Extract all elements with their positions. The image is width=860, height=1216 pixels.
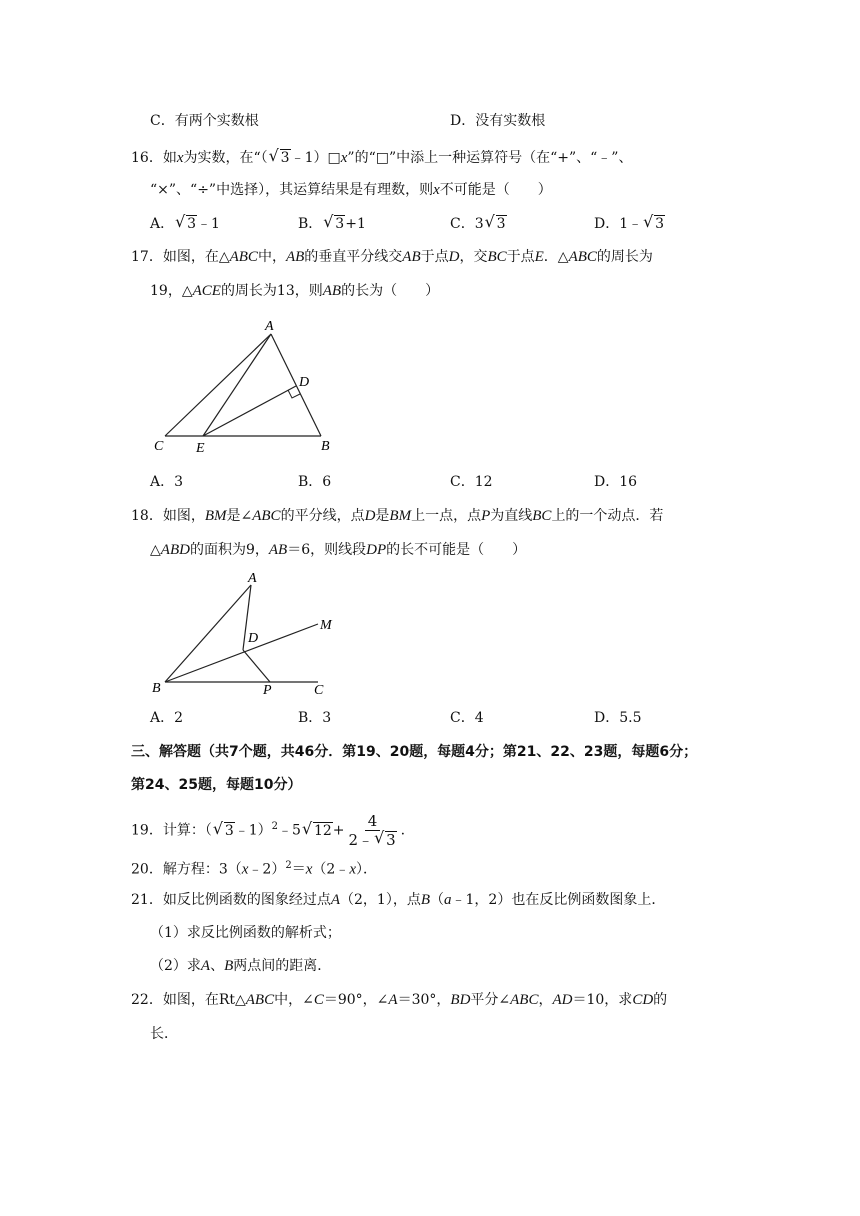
label-c: C <box>314 683 324 698</box>
q18-number: 18． <box>131 508 163 524</box>
q17-number: 17． <box>131 249 163 265</box>
q21-sub-2: （2）求A、B两点间的距离． <box>150 958 332 974</box>
q17-option-b: B．6 <box>298 474 332 490</box>
q16-option-a: A．√ 3﹣1 <box>150 214 220 234</box>
q16-text: 不可能是（ ） <box>439 182 552 198</box>
label-b: B <box>152 681 161 696</box>
q16-line-2 <box>150 180 552 200</box>
sqrt-3: √ 3 <box>213 816 235 846</box>
q18-option-b: B．3 <box>298 710 332 726</box>
sqrt-3: √ 3 <box>175 214 197 234</box>
var-x: x <box>433 182 440 198</box>
label-c: C <box>154 439 164 454</box>
var-x: x <box>176 150 184 166</box>
q15-option-c: C．有两个实数根 <box>150 113 259 129</box>
label-e: E <box>196 441 205 456</box>
q16-number: 16． <box>131 150 163 166</box>
q18-figure <box>140 565 350 705</box>
q15-option-d: D．没有实数根 <box>450 113 546 129</box>
q22-line-1: 22．如图，在Rt△ABC中，∠C＝90°，∠A＝30°，BD平分∠ABC，AD＝10，求CD的 <box>131 992 668 1008</box>
var-x: x <box>340 150 348 166</box>
segment-ea <box>203 334 271 436</box>
q17-figure <box>140 310 350 460</box>
q18-line-2: △ABD的面积为9，AB＝6，则线段DP的长不可能是（ ） <box>150 542 527 558</box>
segment-dp <box>243 650 270 682</box>
sqrt-12: √ 12 <box>302 816 333 846</box>
segment-ab <box>271 334 321 436</box>
label-b: B <box>321 439 330 454</box>
label-m: M <box>320 618 332 633</box>
q20-number: 20． <box>131 861 163 878</box>
label-a: A <box>265 319 274 334</box>
segment-ca <box>165 334 271 436</box>
fraction: $\frac{4}{2﹣√ 3}$ <box>347 813 399 849</box>
q16-option-c: C．3√ 3 <box>450 214 507 234</box>
q18-line-1: 18．如图，BM是∠ABC的平分线，点D是BM上一点，点P为直线BC上的一个动点．若 <box>131 508 664 524</box>
sqrt-3: √ 3 <box>323 214 345 234</box>
q20-line: 20．解方程：3（x﹣2）$^2$＝x（2﹣x）． <box>131 860 377 878</box>
q22-number: 22． <box>131 992 163 1008</box>
q22-line-2: 长． <box>150 1026 178 1042</box>
q21-sub-1: （1）求反比例函数的解析式； <box>150 925 341 941</box>
q16-text: 为实数，在“（ <box>183 150 268 166</box>
segment-ba <box>165 585 251 682</box>
sqrt-3: √ 3 <box>269 148 291 168</box>
q21-line-1: 21．如反比例函数的图象经过点A（2，1），点B（a﹣1，2）也在反比例函数图象上． <box>131 892 666 908</box>
q16-line-1 <box>131 148 632 168</box>
label-d: D <box>299 375 310 390</box>
section-3-heading: 三、解答题（共7个题，共46分．第19、20题，每题4分；第21、22、23题，每题6分； <box>131 744 698 760</box>
q16-text: “×”、“÷”中选择），其运算结果是有理数，则 <box>150 182 434 198</box>
segment-bm <box>165 624 318 682</box>
section-3-heading-cont: 第24、25题，每题10分） <box>131 777 302 793</box>
q16-text: 如 <box>162 150 177 166</box>
q19-number: 19． <box>131 822 163 839</box>
q18-option-d: D．5.5 <box>594 710 642 726</box>
q18-option-a: A．2 <box>150 710 184 726</box>
q17-line-1: 17．如图，在△ABC中，AB的垂直平分线交AB于点D，交BC于点E．△ABC的周长为 <box>131 249 653 265</box>
q17-option-c: C．12 <box>450 474 493 490</box>
segment-ed <box>203 386 296 436</box>
sqrt-3: √ 3 <box>485 214 507 234</box>
q19-line: 19．计算：（√ 3﹣1）$^2$﹣5√ 12+ $\frac{4}{2﹣√ 3}$ . <box>131 812 405 849</box>
q16-text: ﹣1）□ <box>290 150 341 166</box>
q16-option-b: B．√ 3+1 <box>298 214 366 234</box>
q17-option-a: A．3 <box>150 474 184 490</box>
q18-option-c: C．4 <box>450 710 484 726</box>
q16-option-d: D．1﹣√ 3 <box>594 214 665 234</box>
label-d: D <box>248 631 259 646</box>
q17-option-d: D．16 <box>594 474 638 490</box>
q17-line-2: 19，△ACE的周长为13，则AB的长为（ ） <box>150 283 440 299</box>
label-a: A <box>248 571 257 586</box>
right-angle-mark <box>288 390 300 398</box>
sqrt-3: √ 3 <box>643 214 665 234</box>
label-p: P <box>263 683 272 698</box>
q16-text: ”的“□”中添上一种运算符号（在“+”、“﹣”、 <box>347 150 633 166</box>
q21-number: 21． <box>131 892 163 908</box>
